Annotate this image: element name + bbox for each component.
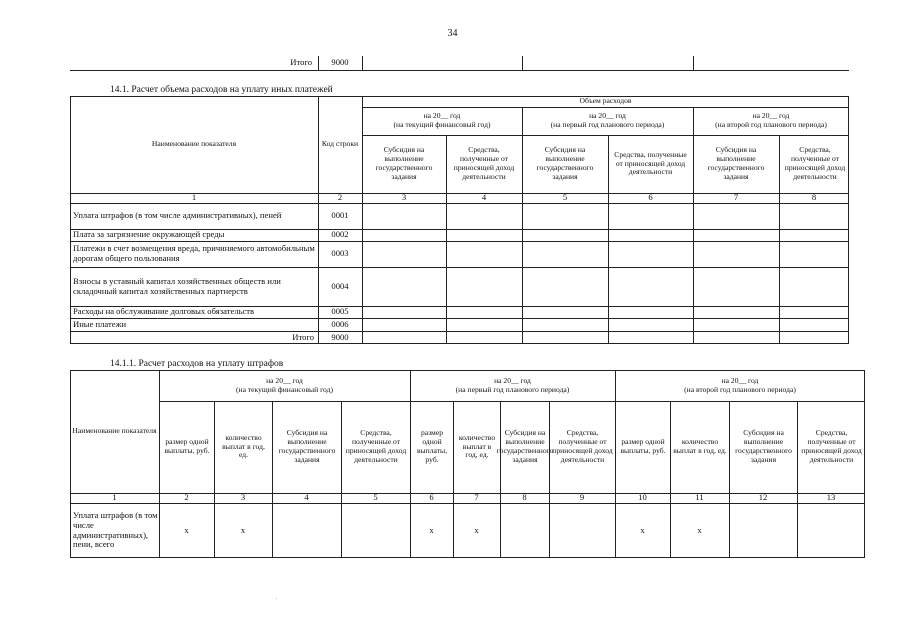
total-label: Итого	[292, 331, 314, 342]
row-code: 0004	[331, 280, 349, 291]
fines-cell-mark: x	[697, 524, 702, 535]
col-number: 5	[562, 192, 568, 203]
fines-cell-mark: x	[640, 524, 645, 535]
fines-sub-header: размер одной выплаты, руб.	[416, 428, 448, 464]
fines-col-number: 12	[758, 492, 768, 503]
fines-period-current: на 20__ год (на текущий финансовый год)	[236, 375, 333, 394]
fines-col-number: 1	[112, 492, 117, 503]
period-current: на 20__ год (на текущий финансовый год)	[393, 111, 491, 129]
row-code: 0006	[331, 318, 349, 329]
fines-sub-header: Субсидия на выполнение государственного задания	[496, 428, 554, 464]
fines-sub-header: Средства, полученные от приносящей доход деятельности	[801, 428, 862, 464]
section-title-fines: 14.1.1. Расчет расходов на уплату штрафов	[110, 359, 284, 369]
col-number: 3	[401, 192, 407, 203]
fines-sub-header: количество выплат в год, ед.	[222, 432, 265, 460]
fines-cell-mark: x	[240, 524, 246, 535]
fines-col-number: 7	[474, 492, 479, 503]
fines-sub-header: Средства, полученные от приносящей доход деятельности	[345, 428, 407, 464]
row-name-pollution: Плата за загрязнение окружающей среды	[73, 229, 225, 240]
row-code: 0001	[331, 210, 349, 221]
fines-cell-mark: x	[429, 524, 434, 535]
col-number: 1	[191, 192, 197, 203]
fines-col-number: 5	[373, 492, 378, 503]
col-number: 2	[337, 192, 343, 203]
fines-sub-header: количество выплат в год, ед.	[458, 432, 496, 460]
fines-col-number: 10	[638, 492, 647, 503]
page-number: 34	[447, 28, 458, 39]
income-header-2: Средства, полученные от приносящей доход деятельности	[614, 149, 687, 177]
scan-speck	[276, 598, 277, 599]
fines-sub-header: количество выплат в год, ед.	[673, 437, 727, 455]
fines-col-number: 9	[579, 492, 585, 503]
period-second-plan: на 20__ год (на второй год планового периода)	[715, 111, 827, 129]
col-header-name: Наименование показателя	[151, 139, 237, 149]
fines-col-number: 13	[826, 492, 836, 503]
section-title-other-payments: 14.1. Расчет объема расходов на уплату иных платежей	[110, 85, 333, 95]
row-name-other-payments: Иные платежи	[73, 318, 127, 329]
col-number: 8	[811, 192, 817, 203]
col-header-code: Код строки	[321, 139, 359, 149]
income-header-1: Средства, полученные от приносящей доход деятельности	[453, 145, 515, 181]
fines-col-number: 8	[522, 492, 527, 503]
row-name-road-damage: Платежи в счет возмещения вреда, причиняемого автомобильным дорогам общего пользования	[73, 243, 315, 263]
col-number: 7	[733, 192, 739, 203]
volume-header: Объем расходов	[579, 96, 632, 106]
fines-row-name: Уплата штрафов (в том числе административных), пени, всего	[73, 509, 158, 550]
row-code: 0005	[331, 306, 349, 317]
fines-cell-mark: x	[474, 524, 479, 535]
top-total-code: 9000	[331, 57, 349, 68]
row-code: 0002	[331, 229, 349, 240]
fines-col-number: 6	[429, 492, 434, 503]
fines-sub-header: размер одной выплаты, руб.	[620, 437, 666, 455]
top-border-line	[70, 70, 849, 71]
fines-sub-header: размер одной выплаты, руб.	[164, 437, 210, 455]
fines-sub-header: Субсидия на выполнение государственного задания	[278, 428, 336, 464]
period-first-plan: на 20__ год (на первый год планового периода)	[550, 111, 665, 129]
row-name-debt-service: Расходы на обслуживание долговых обязательств	[73, 306, 255, 317]
total-code: 9000	[331, 331, 349, 342]
fines-sub-header: Средства, полученные от приносящей доход деятельности	[552, 428, 613, 464]
row-name-fines: Уплата штрафов (в том числе административных), пеней	[73, 210, 282, 221]
fines-sub-header: Субсидия на выполнение государственного задания	[735, 428, 792, 464]
subsidy-header-2: Субсидия на выполнение государственного задания	[536, 145, 594, 181]
fines-cell-mark: x	[184, 524, 189, 535]
fines-col-number: 2	[184, 492, 189, 503]
row-code: 0003	[331, 248, 349, 259]
fines-period-first-plan: на 20__ год (на первый год планового периода)	[455, 375, 570, 394]
col-number: 6	[648, 192, 653, 203]
fines-col-header-name: Наименование показателя	[72, 426, 157, 436]
fines-col-number: 3	[240, 492, 246, 503]
row-name-capital-contributions: Взносы в уставный капитал хозяйственных обществ или складочный капитал хозяйственных партнерств	[73, 275, 281, 296]
fines-col-number: 11	[695, 492, 704, 503]
top-total-label: Итого	[290, 57, 312, 68]
fines-period-second-plan: на 20__ год (на второй год планового периода)	[684, 375, 796, 394]
subsidy-header-1: Субсидия на выполнение государственного задания	[375, 145, 433, 181]
subsidy-header-3: Субсидия на выполнение государственного задания	[707, 145, 765, 181]
col-number: 4	[481, 192, 487, 203]
fines-col-number: 4	[304, 492, 309, 503]
income-header-3: Средства, полученные от приносящей доход деятельности	[784, 145, 846, 181]
